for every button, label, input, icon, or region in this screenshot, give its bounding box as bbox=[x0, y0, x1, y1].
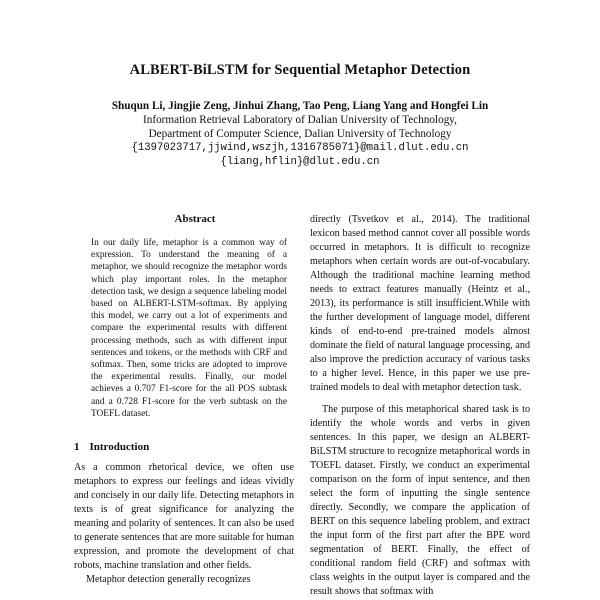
right-paragraph-2: The purpose of this metaphorical shared task is to identify the whole words and verbs in given sentences. In this paper, we design an ALBERT-BiLSTM structure to recognize metaphorical words in TOEFL dataset. Firstly, we conduct an experimental comparison on the form of input sentence, and then select the form of inputting the single sentence directly. Secondly, we compare the application of BERT on this sequence labeling problem, and extract the input form of the first part after the BPE word segmentation of BERT. Finally, the effect of conditional random field (CRF) and softmax with class weights in the output layer is compared and the result shows that softmax with bbox=[310, 404, 530, 597]
paper-title: ALBERT-BiLSTM for Sequential Metaphor Detection bbox=[129, 62, 471, 78]
introduction-paragraph-2: Metaphor detection generally recognizes bbox=[86, 574, 251, 585]
section-number: 1 bbox=[74, 441, 80, 453]
author-names: Shuqun Li, Jingjie Zeng, Jinhui Zhang, Tao Peng, Liang Yang and Hongfei Lin bbox=[111, 100, 489, 112]
right-paragraph-1: directly (Tsvetkov et al., 2014). The traditional lexicon based method cannot cover all possible words occurred in metaphors. It is difficult to recognize metaphors when certain words are out-of-vocabulary. Although the traditional machine learning method needs to extract features manually (Heintz et al., 2013), its performance is still insufficient.While with the further development of language model, different kinds of end-to-end pre-trained models almost dominate the field of natural language processing, and also improve the prediction accuracy of various tasks to a higher level. Hence, in this paper we use pre-trained models to deal with metaphor detection task. bbox=[310, 214, 530, 393]
section-heading-introduction bbox=[74, 441, 294, 453]
abstract-text: In our daily life, metaphor is a common way of expression. To understand the meaning of a metaphor, we should recognize the metaphor words which play important roles. In the metaphor detection task, we design a sequence labeling model based on ALBERT-LSTM-softmax. By applying this model, we carry out a lot of experiments and compare the experimental results with different processing methods, such as with different input sentences and tokens, or the methods with CRF and softmax. Then, some tricks are adopted to improve the experimental results. Finally, our model achieves a 0.707 F1-score for the all POS subtask and a 0.728 F1-score for the verb subtask on the TOEFL dataset. bbox=[91, 238, 287, 419]
introduction-paragraph-1: As a common rhetorical device, we often use metaphors to express our feelings and ideas vividly and concisely in our daily life. Detecting metaphors in texts is of great significance for analyzing the meaning and polarity of sentences. It can also be used to generate sentences that are more suitable for human expression, and promote the development of chat robots, machine translation and other fields. bbox=[74, 462, 294, 571]
affiliation-line-2: Department of Computer Science, Dalian University of Technology bbox=[148, 128, 452, 140]
right-column bbox=[310, 213, 530, 599]
abstract-heading: Abstract bbox=[174, 213, 216, 225]
email-line-2: {liang,hflin}@dlut.edu.cn bbox=[220, 156, 380, 168]
section-title: Introduction bbox=[89, 441, 150, 453]
email-line-1: {1397023717,jjwind,wszjh,1316785071}@mail.dlut.edu.cn bbox=[131, 142, 469, 154]
author-block bbox=[0, 99, 600, 169]
affiliation-line-1: Information Retrieval Laboratory of Dalian University of Technology, bbox=[143, 114, 457, 126]
introduction-body bbox=[74, 461, 294, 587]
